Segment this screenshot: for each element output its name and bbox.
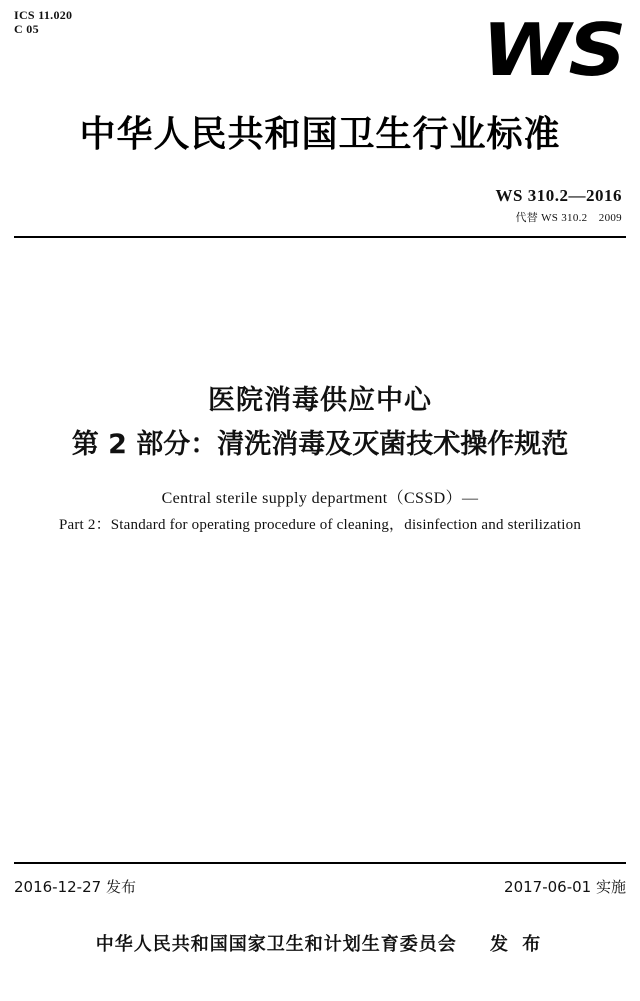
document-title-zh-line2: 第 2 部分：清洗消毒及灭菌技术操作规范 [71,429,569,460]
standard-number: WS 310.2—2016 [495,186,622,205]
standard-replaces: 代替 WS 310.2 2009 [515,212,622,224]
divider-bottom [14,862,626,864]
classification-code: C 05 [14,22,39,36]
document-title-en-line2: Part 2：Standard for operating procedure of cleaning，disinfection and sterilization [58,517,582,533]
divider-top [14,236,626,238]
ws-logo: WS [481,8,624,92]
publisher-action: 发 布 [490,934,545,955]
ics-code: ICS 11.020 [14,8,73,22]
publisher-row [0,930,640,956]
document-title-en-line1: Central sterile supply department（CSSD）— [161,490,479,507]
dates-row [14,876,626,897]
ics-block [14,8,72,36]
document-title-zh-line1: 医院消毒供应中心 [208,385,432,416]
publisher-name: 中华人民共和国国家卫生和计划生育委员会 [95,934,457,955]
issue-date: 2016-12-27 发布 [14,878,136,896]
standard-number-block [496,186,622,225]
page-title: 中华人民共和国卫生行业标准 [79,114,561,155]
document-title [0,380,640,538]
effective-date: 2017-06-01 实施 [504,878,626,896]
